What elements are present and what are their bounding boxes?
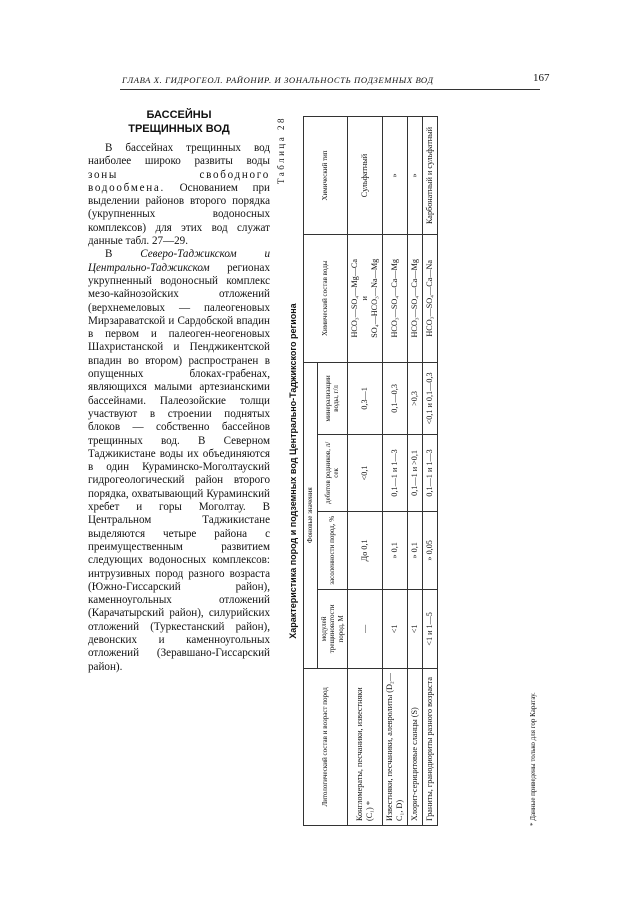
paragraph-1 bbox=[88, 142, 270, 248]
cell-lithology: Известняки, песчаники, алевролиты (D₂—C₁, D) bbox=[383, 668, 408, 825]
header-lithology: Литологический состав и возраст пород bbox=[304, 668, 348, 825]
table-row bbox=[408, 117, 423, 826]
paragraph-2-end: регионах укрупненный водоносный комплекс мезо-кайнозойских отложений (верхнемеловых — палеогеновых Мирзараватской и Сардобской впадин в первом и палеоген-неогеновых Шахристанской и Пенджикентской впадин во втором) распространен в опущенных блоках-грабенах, являющихся малыми артезианскими бассейнами. Палеозойские толщи участвуют в строении поднятых блоков — собственно бассейнов трещинных вод. В Северном Таджикистане воды их объединяются в один Кураминско-Моголтауский гидрогеологический район второго порядка, охватывающий Кураминский хребет и горы Моголтау. В Центральном Таджикистане выделяются четыре района с преимущественным развитием следующих водоносных комплексов: интрузивных пород разного возраста (Южно-Гиссарский район), каменноугольных отложений (Карачатырский район), силурийских отложений (Туркестанский район), девонских и каменноугольных отложений (Зеравшано-Гиссарский район). bbox=[88, 261, 270, 673]
cell-lithology: Хлорит-серицитовые сланцы (S) bbox=[408, 668, 423, 825]
cell-mineralization: 0,1—0,3 bbox=[383, 362, 408, 435]
cell-modulus: <1 bbox=[383, 590, 408, 669]
cell-chemical-type: Карбонатный и сульфатный bbox=[423, 117, 438, 235]
data-table bbox=[303, 116, 438, 826]
cell-chemical-type: Сульфатный bbox=[348, 117, 383, 235]
cell-modulus: <1 bbox=[408, 590, 423, 669]
paragraph-2-italic: Северо-Таджикском и Центрально-Таджикском bbox=[88, 248, 270, 274]
table-label: Таблица 28 bbox=[276, 116, 286, 184]
section-heading-line1: БАССЕЙНЫ bbox=[146, 109, 212, 121]
table-row bbox=[423, 117, 438, 826]
page-number: 167 bbox=[533, 72, 550, 84]
header-modulus: модулей трещиноватости пород, М bbox=[317, 590, 348, 669]
paragraph-1-spaced: зоны свободного водообмена. bbox=[88, 168, 270, 194]
cell-chemical-composition: HCO₃—SO₄—Ca—Na bbox=[423, 234, 438, 362]
running-head: ГЛАВА X. ГИДРОГЕОЛ. РАЙОНИР. И ЗОНАЛЬНОСТЬ ПОДЗЕМНЫХ ВОД bbox=[122, 75, 434, 85]
cell-debit: 0,1—1 и 1—3 bbox=[423, 435, 438, 511]
cell-chemical-type: » bbox=[383, 117, 408, 235]
paragraph-1-start: В бассейнах трещинных вод наиболее широко развиты воды bbox=[88, 142, 270, 168]
cell-porosity: » 0,1 bbox=[408, 511, 423, 589]
header-debit: дебитов родников, л/сек bbox=[317, 435, 348, 511]
cell-mineralization: <0,1 и 0,1—0,3 bbox=[423, 362, 438, 435]
cell-debit: <0,1 bbox=[348, 435, 383, 511]
cell-lithology: Граниты, гранодиориты разного возраста bbox=[423, 668, 438, 825]
cell-mineralization: >0,3 bbox=[408, 362, 423, 435]
text-column bbox=[88, 108, 270, 674]
cell-porosity: До 0,1 bbox=[348, 511, 383, 589]
header-chemical-composition: Химический состав воды bbox=[304, 234, 348, 362]
header-chemical-type: Химический тип bbox=[304, 117, 348, 235]
table-row bbox=[383, 117, 408, 826]
cell-lithology: Конгломераты, песчаники, известняки (C₁) * bbox=[348, 668, 383, 825]
paragraph-2 bbox=[88, 248, 270, 674]
cell-porosity: » 0,1 bbox=[383, 511, 408, 589]
cell-chemical-composition bbox=[348, 234, 383, 362]
cell-modulus: — bbox=[348, 590, 383, 669]
chem-formula-alt: SO₄—HCO₃—Na—Mg bbox=[370, 258, 379, 338]
header-rule bbox=[120, 89, 540, 90]
header-background-values: Фоновые значения bbox=[304, 362, 318, 668]
cell-chemical-type: » bbox=[408, 117, 423, 235]
header-mineralization: минерализации воды, г/л bbox=[317, 362, 348, 435]
table-row bbox=[348, 117, 383, 826]
table-area bbox=[272, 106, 542, 836]
cell-chemical-composition: HCO₃—SO₄—Ca—Mg bbox=[408, 234, 423, 362]
cell-debit: 0,1—1 и 1—3 bbox=[383, 435, 408, 511]
chem-formula: HCO₃—SO₄—Mg—Ca bbox=[350, 259, 359, 338]
section-heading-line2: ТРЕЩИННЫХ ВОД bbox=[128, 123, 230, 135]
table-footnote: * Данные приведены только для гор Каратау. bbox=[529, 692, 537, 826]
cell-mineralization: 0,3—1 bbox=[348, 362, 383, 435]
cell-modulus: <1 и 1—5 bbox=[423, 590, 438, 669]
paragraph-2-start: В bbox=[105, 248, 141, 261]
cell-porosity: » 0,05 bbox=[423, 511, 438, 589]
cell-chemical-composition: HCO₃—SO₄—Ca—Mg bbox=[383, 234, 408, 362]
chem-or: и bbox=[360, 296, 369, 301]
header-porosity: засоленности пород, % bbox=[317, 511, 348, 589]
section-heading bbox=[88, 108, 270, 136]
table-title: Характеристика пород и подземных вод Центрально-Таджикского региона bbox=[288, 303, 298, 639]
paragraph-1-end: Основанием при выделении районов второго порядка (укрупненных водоносных комплексов) для этих вод служат данные табл. 27—29. bbox=[88, 181, 270, 248]
rotated-table bbox=[272, 106, 542, 836]
cell-debit: 0,1—1 и >0,1 bbox=[408, 435, 423, 511]
